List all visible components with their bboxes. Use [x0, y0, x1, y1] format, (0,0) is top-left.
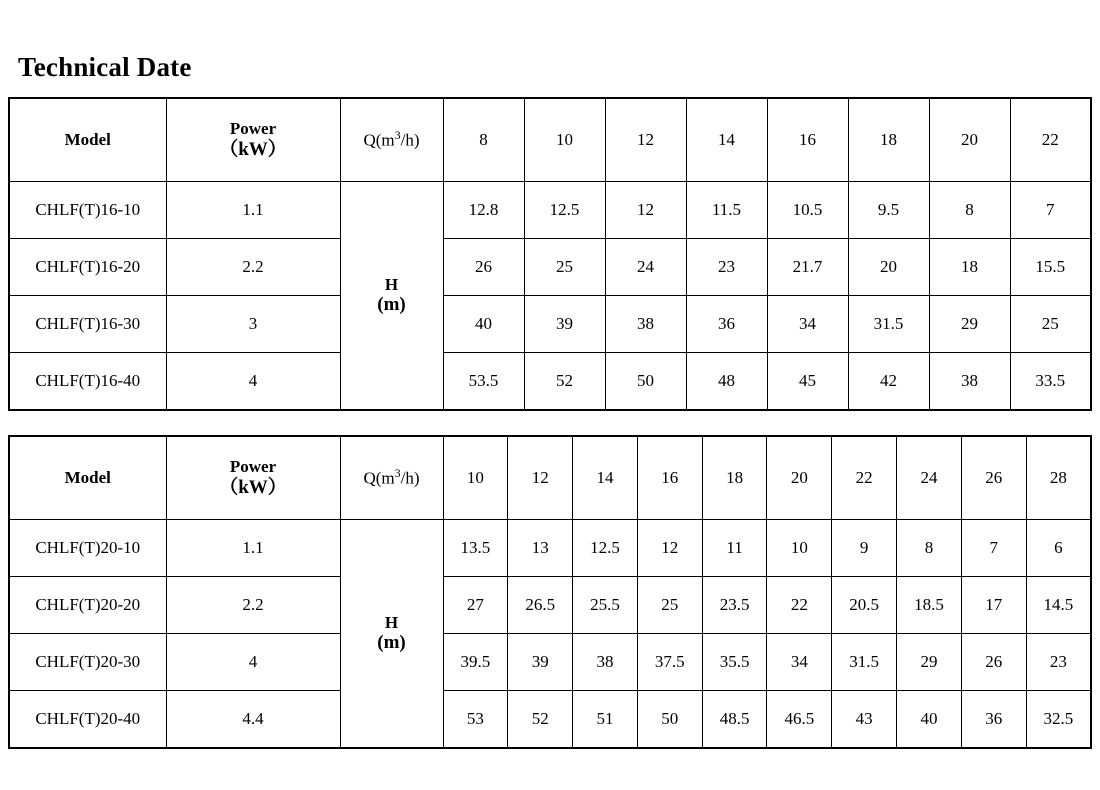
cell-value: 29 — [929, 296, 1010, 353]
cell-value: 39 — [524, 296, 605, 353]
cell-value: 11.5 — [686, 182, 767, 239]
header-flow-value: 20 — [929, 98, 1010, 182]
table-row — [9, 520, 1091, 577]
cell-value: 26.5 — [508, 577, 573, 634]
cell-value: 17 — [961, 577, 1026, 634]
table-row — [9, 296, 1091, 353]
spec-table-2 — [8, 435, 1092, 749]
cell-model: CHLF(T)16-40 — [9, 353, 166, 411]
cell-value: 39 — [508, 634, 573, 691]
cell-value: 7 — [1010, 182, 1091, 239]
header-flow-value: 18 — [702, 436, 767, 520]
cell-value: 12.8 — [443, 182, 524, 239]
cell-value: 53.5 — [443, 353, 524, 411]
head-unit: (m) — [377, 632, 406, 654]
page-title: Technical Date — [18, 52, 192, 82]
header-flow-value: 24 — [897, 436, 962, 520]
cell-value: 53 — [443, 691, 508, 749]
cell-value: 34 — [767, 634, 832, 691]
cell-value: 23 — [1026, 634, 1091, 691]
cell-value: 36 — [961, 691, 1026, 749]
cell-model: CHLF(T)20-40 — [9, 691, 166, 749]
header-flow-value: 26 — [961, 436, 1026, 520]
header-power-label: Power — [229, 457, 277, 477]
cell-value: 24 — [605, 239, 686, 296]
cell-value: 45 — [767, 353, 848, 411]
header-flow-value: 10 — [524, 98, 605, 182]
cell-model: CHLF(T)16-10 — [9, 182, 166, 239]
cell-value: 12 — [637, 520, 702, 577]
cell-value: 26 — [443, 239, 524, 296]
header-flow-sup: 3 — [394, 466, 401, 481]
cell-value: 26 — [961, 634, 1026, 691]
cell-value: 14.5 — [1026, 577, 1091, 634]
cell-value: 15.5 — [1010, 239, 1091, 296]
cell-power: 3 — [166, 296, 340, 353]
table-row — [9, 239, 1091, 296]
cell-value: 35.5 — [702, 634, 767, 691]
header-flow-value: 8 — [443, 98, 524, 182]
cell-value: 13.5 — [443, 520, 508, 577]
header-flow-value: 20 — [767, 436, 832, 520]
cell-value: 25 — [1010, 296, 1091, 353]
header-flow-prefix: Q(m — [363, 469, 395, 489]
cell-value: 46.5 — [767, 691, 832, 749]
table-row — [9, 634, 1091, 691]
cell-value: 27 — [443, 577, 508, 634]
cell-head-label — [340, 520, 443, 749]
cell-model: CHLF(T)16-30 — [9, 296, 166, 353]
cell-value: 36 — [686, 296, 767, 353]
header-flow-value: 14 — [686, 98, 767, 182]
cell-value: 25 — [524, 239, 605, 296]
cell-value: 12.5 — [573, 520, 638, 577]
cell-value: 11 — [702, 520, 767, 577]
table-row — [9, 182, 1091, 239]
header-power-unit: （kW） — [219, 138, 287, 160]
header-flow-value: 12 — [605, 98, 686, 182]
header-flow-value: 12 — [508, 436, 573, 520]
head-unit: (m) — [377, 294, 406, 316]
header-flow-value: 18 — [848, 98, 929, 182]
header-flow-value: 22 — [1010, 98, 1091, 182]
cell-value: 40 — [897, 691, 962, 749]
cell-power: 1.1 — [166, 182, 340, 239]
cell-value: 23 — [686, 239, 767, 296]
cell-value: 48 — [686, 353, 767, 411]
table-row — [9, 691, 1091, 749]
cell-value: 10 — [767, 520, 832, 577]
cell-value: 18 — [929, 239, 1010, 296]
header-flow-suffix: /h) — [400, 131, 420, 151]
document-page — [0, 52, 1100, 790]
table-row — [9, 577, 1091, 634]
cell-value: 38 — [573, 634, 638, 691]
cell-value: 22 — [767, 577, 832, 634]
cell-value: 31.5 — [848, 296, 929, 353]
cell-model: CHLF(T)20-10 — [9, 520, 166, 577]
head-symbol: H — [384, 612, 399, 632]
cell-value: 12.5 — [524, 182, 605, 239]
header-flow-value: 16 — [637, 436, 702, 520]
cell-value: 33.5 — [1010, 353, 1091, 411]
header-power-label: Power — [229, 119, 277, 139]
cell-value: 51 — [573, 691, 638, 749]
cell-value: 25.5 — [573, 577, 638, 634]
cell-value: 52 — [524, 353, 605, 411]
cell-value: 31.5 — [832, 634, 897, 691]
cell-value: 12 — [605, 182, 686, 239]
cell-power: 4 — [166, 353, 340, 411]
cell-power: 2.2 — [166, 577, 340, 634]
cell-value: 48.5 — [702, 691, 767, 749]
cell-value: 38 — [605, 296, 686, 353]
cell-value: 50 — [637, 691, 702, 749]
cell-value: 18.5 — [897, 577, 962, 634]
header-power-unit: （kW） — [219, 476, 287, 498]
cell-value: 10.5 — [767, 182, 848, 239]
cell-power: 1.1 — [166, 520, 340, 577]
cell-value: 23.5 — [702, 577, 767, 634]
header-flow-value: 16 — [767, 98, 848, 182]
cell-value: 52 — [508, 691, 573, 749]
head-symbol: H — [384, 274, 399, 294]
header-flow — [340, 436, 443, 520]
cell-model: CHLF(T)20-30 — [9, 634, 166, 691]
cell-model: CHLF(T)16-20 — [9, 239, 166, 296]
table-row — [9, 353, 1091, 411]
cell-value: 25 — [637, 577, 702, 634]
cell-value: 29 — [897, 634, 962, 691]
header-power — [166, 98, 340, 182]
header-flow-value: 14 — [573, 436, 638, 520]
header-flow-sup: 3 — [394, 128, 401, 143]
cell-value: 6 — [1026, 520, 1091, 577]
header-flow — [340, 98, 443, 182]
cell-value: 32.5 — [1026, 691, 1091, 749]
spec-table-1 — [8, 97, 1092, 411]
cell-value: 21.7 — [767, 239, 848, 296]
cell-value: 9.5 — [848, 182, 929, 239]
header-model: Model — [9, 98, 166, 182]
cell-value: 34 — [767, 296, 848, 353]
header-flow-value: 28 — [1026, 436, 1091, 520]
header-flow-value: 22 — [832, 436, 897, 520]
table-header-row — [9, 436, 1091, 520]
cell-value: 37.5 — [637, 634, 702, 691]
header-flow-value: 10 — [443, 436, 508, 520]
header-flow-suffix: /h) — [400, 469, 420, 489]
cell-value: 7 — [961, 520, 1026, 577]
header-power — [166, 436, 340, 520]
cell-power: 4 — [166, 634, 340, 691]
cell-value: 43 — [832, 691, 897, 749]
cell-value: 8 — [897, 520, 962, 577]
cell-power: 4.4 — [166, 691, 340, 749]
cell-value: 9 — [832, 520, 897, 577]
cell-value: 39.5 — [443, 634, 508, 691]
cell-value: 20 — [848, 239, 929, 296]
cell-model: CHLF(T)20-20 — [9, 577, 166, 634]
cell-value: 20.5 — [832, 577, 897, 634]
cell-value: 40 — [443, 296, 524, 353]
cell-value: 8 — [929, 182, 1010, 239]
cell-value: 13 — [508, 520, 573, 577]
header-model: Model — [9, 436, 166, 520]
cell-head-label — [340, 182, 443, 411]
cell-value: 38 — [929, 353, 1010, 411]
header-flow-prefix: Q(m — [363, 131, 395, 151]
cell-value: 42 — [848, 353, 929, 411]
table-header-row — [9, 98, 1091, 182]
cell-power: 2.2 — [166, 239, 340, 296]
cell-value: 50 — [605, 353, 686, 411]
